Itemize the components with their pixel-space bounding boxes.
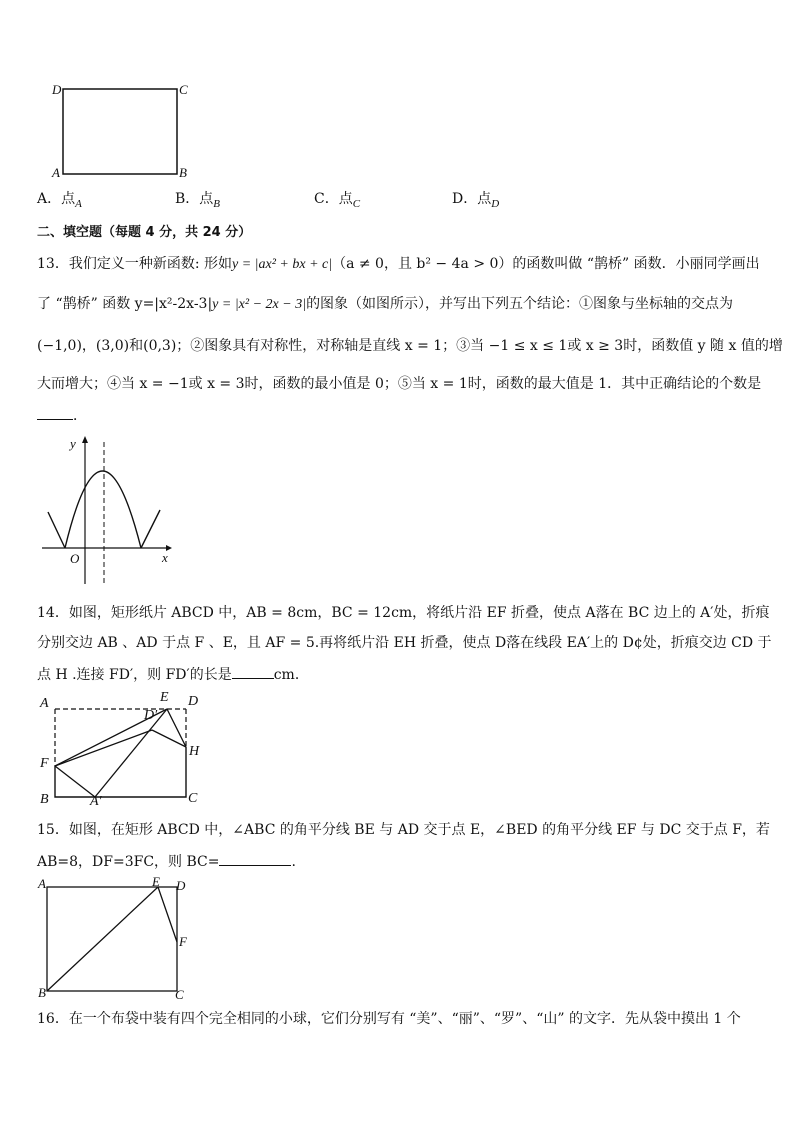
q15-label-e: E xyxy=(152,874,160,889)
q13-curve-right xyxy=(141,510,160,548)
q12-option-b[interactable] xyxy=(175,188,220,210)
q13-label-y: y xyxy=(70,436,76,451)
q12-rectangle xyxy=(63,89,177,174)
q13-line-2 xyxy=(37,294,761,315)
q15-be xyxy=(47,887,158,991)
q13-line-1-b: （a ≠ 0，且 b² − 4a > 0）的函数叫做 “鹊桥” 函数．小丽同学画出 xyxy=(332,256,760,272)
q14-label-a: A xyxy=(40,696,49,711)
q12-label-d: D xyxy=(52,82,62,97)
q12-option-c-point: C xyxy=(352,197,361,210)
q15-answer-blank[interactable] xyxy=(219,851,291,866)
q15-rectangle xyxy=(47,887,177,991)
q14-label-b: B xyxy=(40,792,49,807)
q14-line-3-a: 点 H .连接 FD′，则 FD′的长是 xyxy=(37,667,232,683)
q13-graph xyxy=(38,432,178,592)
q15-line-2 xyxy=(37,851,761,872)
q13-line-2-a: 了 “鹊桥” 函数 y=|x²-2x-3| xyxy=(37,296,213,312)
q13-line-5-end: ． xyxy=(73,408,87,424)
q12-option-d-point: D xyxy=(491,197,500,210)
section-title: 二、填空题（每题 4 分，共 24 分） xyxy=(37,225,252,240)
q14-figure xyxy=(38,692,208,812)
q13-formula-1: y = |ax² + bx + c| xyxy=(231,257,333,272)
q12-option-a-text: A．点 xyxy=(37,191,76,207)
q13-line-2-b: 的图象（如图所示），并写出下列五个结论：①图象与坐标轴的交点为 xyxy=(306,296,734,312)
q12-option-d-text: D．点 xyxy=(452,191,492,207)
q12-option-a-point: A xyxy=(75,197,82,210)
q13-curve-middle xyxy=(65,471,141,548)
q13-line-3: (−1,0)，(3,0)和(0,3)；②图象具有对称性，对称轴是直线 x = 1；③当 −1 ≤ x ≤ 1或 x ≥ 3时，函数值 y 随 x 值的增 xyxy=(37,338,783,354)
q14-label-f: F xyxy=(40,756,49,771)
q15-label-f: F xyxy=(179,934,187,949)
q14-fd-prime xyxy=(55,730,152,766)
q14-line-3-b: cm． xyxy=(273,667,309,683)
q12-rectangle-figure xyxy=(48,82,198,182)
q15-label-c: C xyxy=(175,987,184,1002)
q14-label-h: H xyxy=(189,744,200,759)
q13-label-origin: O xyxy=(70,551,80,566)
q12-option-b-point: B xyxy=(213,197,221,210)
q15-line-2-b: . xyxy=(291,854,296,870)
q14-fold-eh xyxy=(167,709,186,747)
q12-option-a[interactable] xyxy=(37,188,82,210)
q15-line-2-a: AB=8，DF=3FC，则 BC= xyxy=(37,854,220,870)
q12-option-d[interactable] xyxy=(452,188,499,210)
q13-line-4: 大而增大；④当 x = −1或 x = 3时，函数的最小值是 0；⑤当 x = 1时，函数的最大值是 1．其中正确结论的个数是 xyxy=(37,376,762,392)
q15-line-1: 15．如图，在矩形 ABCD 中，∠ABC 的角平分线 BE 与 AD 交于点 E，∠BED 的角平分线 EF 与 DC 交于点 F，若 xyxy=(37,822,770,838)
q13-line-1 xyxy=(37,254,761,275)
q14-d-prime-h xyxy=(152,730,186,747)
q14-line-1: 14．如图，矩形纸片 ABCD 中，AB = 8cm，BC = 12cm，将纸片沿 EF 折叠，使点 A落在 BC 边上的 A′处，折痕 xyxy=(37,605,770,621)
q14-fa-prime xyxy=(55,766,95,797)
q13-line-5 xyxy=(37,405,761,426)
q13-curve-left xyxy=(48,512,65,548)
q14-line-3 xyxy=(37,664,761,685)
q13-y-arrow xyxy=(82,436,88,443)
q13-answer-blank[interactable] xyxy=(37,405,73,420)
q15-figure xyxy=(38,876,198,1006)
q14-solid-frame xyxy=(55,747,186,797)
q15-ef xyxy=(158,887,177,942)
q15-label-a: A xyxy=(38,876,46,891)
q14-label-a-prime: A′ xyxy=(90,794,102,809)
q14-label-d: D xyxy=(188,694,199,709)
q12-option-c-text: C．点 xyxy=(314,191,353,207)
q16-line-1: 16．在一个布袋中装有四个完全相同的小球，它们分别写有 “美”、“丽”、“罗”、“山” 的文字．先从袋中摸出 1 个 xyxy=(37,1011,741,1027)
q13-formula-2: y = |x² − 2x − 3| xyxy=(212,297,307,312)
q15-label-b: B xyxy=(38,985,46,1000)
q14-answer-blank[interactable] xyxy=(232,664,274,679)
q13-label-x: x xyxy=(162,550,168,565)
q14-label-c: C xyxy=(188,791,198,806)
q12-label-c: C xyxy=(179,82,188,97)
q14-label-e: E xyxy=(160,690,169,705)
q12-label-b: B xyxy=(179,165,187,180)
q15-label-d: D xyxy=(176,878,186,893)
q14-label-d-prime: D′ xyxy=(144,708,158,723)
q14-line-2: 分别交边 AB 、AD 于点 F 、E，且 AF = 5.再将纸片沿 EH 折叠，使点 D落在线段 EA′上的 D¢处，折痕交边 CD 于 xyxy=(37,635,772,651)
q12-label-a: A xyxy=(52,165,60,180)
q12-option-b-text: B．点 xyxy=(175,191,214,207)
q13-line-1-a: 13．我们定义一种新函数: 形如 xyxy=(37,256,232,272)
q12-option-c[interactable] xyxy=(314,188,360,210)
